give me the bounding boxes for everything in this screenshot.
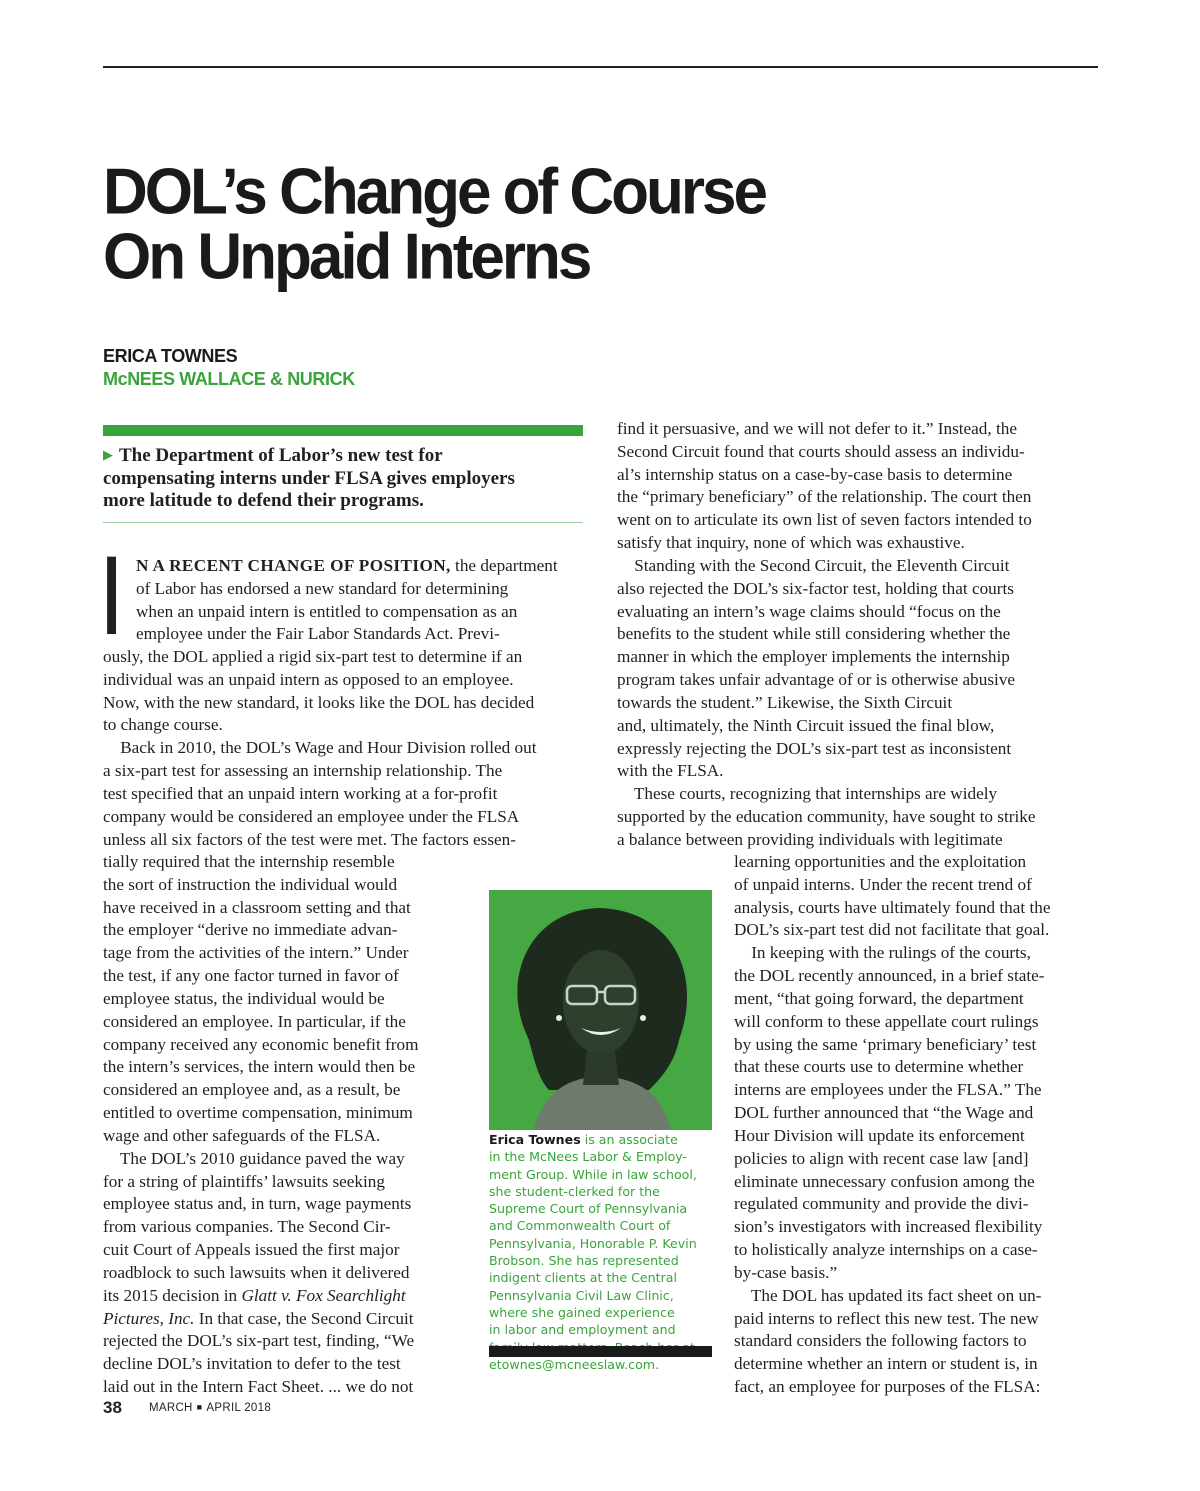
deck-line: more latitude to defend their programs. [103,490,424,511]
body-line: rejected the DOL’s six-part test, finding, “We [103,1331,415,1351]
caption-name: Erica Townes [489,1132,581,1147]
body-line: Back in 2010, the DOL’s Wage and Hour Division rolled out [103,738,537,758]
body-line: company received any economic benefit from [103,1034,419,1054]
caption-line: she student-clerked for the [489,1183,660,1199]
body-line: wage and other safeguards of the FLSA. [103,1125,381,1145]
body-line: analysis, courts have ultimately found that the [734,897,1051,917]
body-line: the “primary beneficiary” of the relationship. The court then [617,487,1032,507]
body-line: Now, with the new standard, it looks like the DOL has decided [103,692,535,712]
deck-accent-bar [103,425,583,436]
body-line: sion’s investigators with increased flexibility [734,1217,1043,1237]
author-name: ERICA TOWNES [103,346,238,366]
body-line: The DOL’s 2010 guidance paved the way [103,1148,405,1168]
top-rule [103,66,1098,68]
body-line: the employer “derive no immediate advan- [103,920,398,940]
body-line: went on to articulate its own list of seven factors intended to [617,510,1032,530]
body-line: the DOL recently announced, in a brief state- [734,966,1045,986]
body-line: program takes unfair advantage of or is otherwise abusive [617,670,1016,690]
body-line: DOL further announced that “the Wage and [734,1103,1034,1123]
body-line: a six-part test for assessing an internship relationship. The [103,761,503,781]
body-line: evaluating an intern’s wage claims should “focus on the [617,601,1001,621]
caption-line: in the McNees Labor & Employ- [489,1149,688,1165]
body-line: tially required that the internship resemble [103,852,395,871]
body-line: In keeping with the rulings of the courts, [734,943,1031,963]
body-line: its 2015 decision in Glatt v. Fox Searchlight [103,1285,406,1305]
body-line: for a string of plaintiffs’ lawsuits seeking [103,1171,385,1191]
body-line: find it persuasive, and we will not defer to it.” Instead, the [617,419,1017,438]
body-line: the test, if any one factor turned in favor of [103,966,399,986]
body-line: supported by the education community, have sought to strike [617,807,1036,827]
caption-line: in labor and employment and [489,1322,676,1338]
body-line: by using the same ‘primary beneficiary’ test [734,1034,1037,1054]
body-line: considered an employee and, as a result, be [103,1080,401,1100]
body-line: towards the student.” Likewise, the Sixth Circuit [617,692,953,712]
column-3-body [734,851,1050,1399]
body-line: manner in which the employer implements the internship [617,647,1010,667]
body-line: eliminate unnecessary confusion among the [734,1171,1035,1191]
body-line: have received in a classroom setting and that [103,897,411,917]
caption-line: and Commonwealth Court of [489,1218,671,1234]
issue-date: MARCH ■ APRIL 2018 [149,1402,272,1414]
deck-line: ▶ The Department of Labor’s new test for [103,445,443,466]
author-firm: McNEES WALLACE & NURICK [103,369,355,389]
body-line: tage from the activities of the intern.” Under [103,943,409,963]
body-line: the intern’s services, the intern would then be [103,1057,416,1077]
body-line: to holistically analyze internships on a case- [734,1240,1038,1260]
body-line: and, ultimately, the Ninth Circuit issued the final blow, [617,715,995,735]
column-2-body [617,418,1035,852]
body-line: paid interns to reflect this new test. The new [734,1308,1039,1328]
body-line: to change course. [103,715,223,735]
green-triangle-icon: ▶ [103,447,113,462]
body-line: a balance between providing individuals with legitimate [617,829,1003,849]
caption-line: etownes@mcneeslaw.com. [489,1356,660,1372]
author-photo [489,890,712,1130]
body-line: N A RECENT CHANGE OF POSITION, the department [136,556,558,575]
body-line: of unpaid interns. Under the recent trend of [734,874,1032,894]
column-1-body [103,646,537,851]
body-line: ment, “that going forward, the department [734,988,1024,1008]
body-line: with the FLSA. [617,761,724,781]
body-line: employee status and, in turn, wage payments [103,1194,412,1214]
body-line: when an unpaid intern is entitled to compensation as an [136,601,518,621]
body-line: employee under the Fair Labor Standards Act. Previ- [136,624,500,644]
caption-line: Pennsylvania, Honorable P. Kevin [489,1235,697,1251]
body-line: al’s internship status on a case-by-case basis to determine [617,464,1013,484]
body-line: These courts, recognizing that internships are widely [617,784,998,804]
lead-in: N A RECENT CHANGE OF POSITION, [136,556,451,575]
body-line: cuit Court of Appeals issued the first major [103,1240,400,1260]
body-line: test specified that an unpaid intern working at a for-profit [103,783,498,803]
body-line: satisfy that inquiry, none of which was exhaustive. [617,533,965,553]
body-line: from various companies. The Second Cir- [103,1217,391,1237]
body-line: ously, the DOL applied a rigid six-part test to determine if an [103,647,523,666]
body-line: company would be considered an employee under the FLSA [103,806,520,826]
page-number: 38 [103,1398,122,1417]
caption-line: Pennsylvania Civil Law Clinic, [489,1287,674,1303]
caption-line: ment Group. While in law school, [489,1166,697,1182]
body-line: determine whether an intern or student is, in [734,1354,1038,1374]
body-line: decline DOL’s invitation to defer to the test [103,1354,401,1374]
deck-divider [103,522,583,523]
caption-line: Supreme Court of Pennsylvania [489,1201,688,1217]
body-line: employee status, the individual would be [103,988,385,1008]
caption-line: Brobson. She has represented [489,1253,679,1269]
caption-line: indigent clients at the Central [489,1270,677,1286]
portrait-illustration [489,890,712,1130]
caption-bar [489,1346,712,1357]
body-line: fact, an employee for purposes of the FLSA: [734,1377,1041,1397]
body-line: The DOL has updated its fact sheet on un- [734,1285,1042,1305]
body-line: regulated community and provide the divi- [734,1194,1029,1214]
deck-line: compensating interns under FLSA gives employers [103,467,515,489]
body-line: policies to align with recent case law [and] [734,1148,1029,1168]
body-line: interns are employees under the FLSA.” The [734,1080,1042,1100]
body-line: unless all six factors of the test were met. The factors essen- [103,829,517,849]
body-line: roadblock to such lawsuits when it delivered [103,1262,410,1282]
photo-caption [489,1131,714,1373]
drop-cap: I [103,533,121,658]
square-bullet-icon: ■ [196,1402,203,1412]
title-line-1: DOL’s Change of Course [103,155,766,229]
body-line: Standing with the Second Circuit, the Eleventh Circuit [617,555,1010,575]
body-line: will conform to these appellate court rulings [734,1011,1039,1031]
article-deck [103,444,585,513]
body-line: by-case basis.” [734,1262,838,1282]
body-line: Hour Division will update its enforcement [734,1125,1025,1145]
title-line-2: On Unpaid Interns [103,220,590,294]
column-1-wrap [103,851,418,1399]
body-line: laid out in the Intern Fact Sheet. ... we do not [103,1377,414,1397]
body-line: expressly rejecting the DOL’s six-part test as inconsistent [617,738,1012,758]
body-line: considered an employee. In particular, if the [103,1011,406,1031]
body-line: that these courts use to determine whether [734,1057,1024,1077]
article-title [103,155,1003,294]
body-line: Second Circuit found that courts should assess an individu- [617,441,1025,461]
body-line: learning opportunities and the exploitation [734,852,1027,871]
body-line: entitled to overtime compensation, minimum [103,1103,413,1123]
column-1-lead [136,555,558,646]
caption-line: Erica Townes is an associate [489,1132,678,1147]
body-line: also rejected the DOL’s six-factor test, holding that courts [617,578,1014,598]
body-line: standard considers the following factors to [734,1331,1027,1351]
caption-line: where she gained experience [489,1304,675,1320]
body-line: DOL’s six-part test did not facilitate that goal. [734,920,1050,940]
body-line: Pictures, Inc. In that case, the Second Circuit [103,1308,414,1328]
body-line: individual was an unpaid intern as opposed to an employee. [103,669,514,689]
body-line: benefits to the student while still considering whether the [617,624,1011,644]
body-line: of Labor has endorsed a new standard for determining [136,578,509,598]
body-line: the sort of instruction the individual would [103,874,398,894]
